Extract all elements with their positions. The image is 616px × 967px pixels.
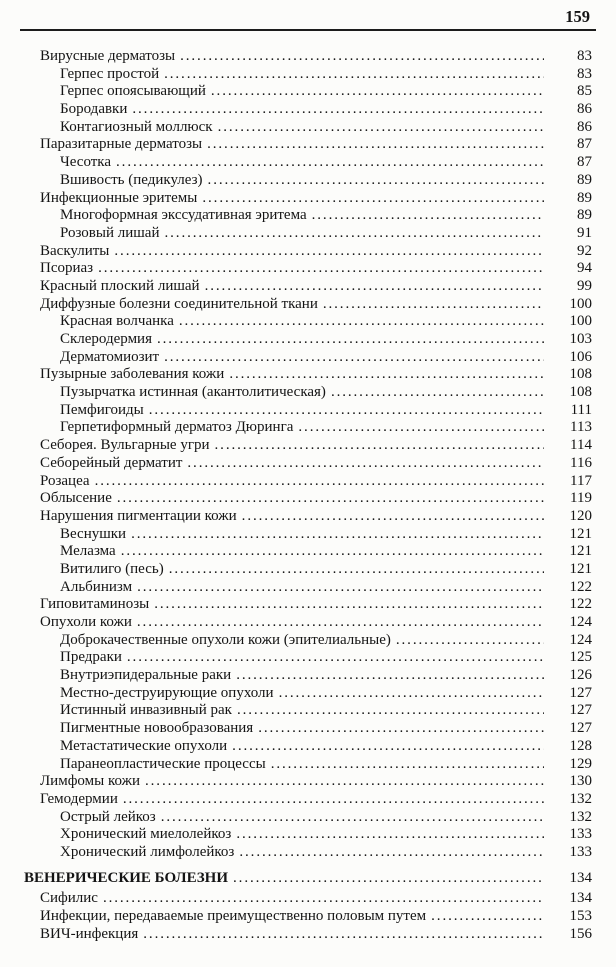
toc-entry xyxy=(24,296,592,314)
toc-entry-title: Контагиозный моллюск xyxy=(60,118,213,135)
toc-entry xyxy=(24,402,592,420)
toc-entry-title: Пемфигоиды xyxy=(60,401,144,418)
toc-entry-page: 85 xyxy=(577,83,592,100)
toc-entry-title: Витилиго (песь) xyxy=(60,560,164,577)
toc-entry-title: Герпетиформный дерматоз Дюринга xyxy=(60,419,294,436)
dot-leader xyxy=(98,260,544,278)
toc-entry-title: Внутриэпидеральные раки xyxy=(60,667,232,684)
toc-entry-page: 132 xyxy=(569,808,592,825)
toc-entry xyxy=(24,260,592,278)
toc-entry-page: 114 xyxy=(570,437,592,454)
toc-entry xyxy=(24,614,592,632)
toc-entry xyxy=(24,243,592,261)
toc-entry xyxy=(24,419,592,437)
dot-leader xyxy=(179,313,544,331)
toc-entry-title: Розацеа xyxy=(40,472,90,489)
dot-leader xyxy=(137,614,544,632)
toc-entry xyxy=(24,225,592,243)
dot-leader xyxy=(95,473,544,491)
toc-entry-title: Васкулиты xyxy=(40,242,110,259)
toc-entry-page: 89 xyxy=(577,207,592,224)
toc-entry xyxy=(24,561,592,579)
dot-leader xyxy=(103,890,544,908)
toc-entry-page: 99 xyxy=(577,277,592,294)
toc-entry-title: Острый лейкоз xyxy=(60,808,156,825)
toc-entry-page: 122 xyxy=(569,578,592,595)
toc-entry xyxy=(24,437,592,455)
dot-leader xyxy=(237,702,544,720)
dot-leader xyxy=(298,419,544,437)
toc-entry-page: 153 xyxy=(569,908,592,924)
dot-leader xyxy=(143,926,544,944)
toc-entry xyxy=(24,83,592,101)
toc-entry xyxy=(24,908,592,926)
toc-entry-title: Опухоли кожи xyxy=(40,614,132,630)
toc-entry-title: Вшивость (педикулез) xyxy=(60,171,203,188)
toc-entry-page: 94 xyxy=(577,260,592,277)
dot-leader xyxy=(131,526,544,544)
toc-entry xyxy=(24,207,592,225)
dot-leader xyxy=(323,296,544,314)
toc-entry-page: 87 xyxy=(577,154,592,171)
toc-entry xyxy=(24,890,592,908)
toc-entry-title: ВИЧ-инфекция xyxy=(40,925,139,942)
toc-entry-title: Нарушения пигментации кожи xyxy=(40,507,237,524)
toc-entry xyxy=(24,844,592,862)
toc-entry-title: Гиповитаминозы xyxy=(40,596,150,613)
toc-entry-page: 156 xyxy=(569,925,592,942)
dot-leader xyxy=(239,844,544,862)
page-number: 159 xyxy=(565,7,590,26)
toc-entry xyxy=(24,313,592,331)
toc-entry-page: 87 xyxy=(577,136,592,153)
toc-entry-title: Розовый лишай xyxy=(60,224,160,241)
toc-entry xyxy=(24,596,592,614)
toc-entry-page: 116 xyxy=(570,454,592,471)
toc-entry xyxy=(24,926,592,944)
dot-leader xyxy=(137,579,544,597)
dot-leader xyxy=(215,437,544,455)
dot-leader xyxy=(202,190,544,208)
toc-entry-page: 127 xyxy=(569,684,592,701)
toc-entry-title: Склеродермия xyxy=(60,331,152,347)
toc-entry-title: Себорея. Вульгарные угри xyxy=(40,437,210,454)
toc-entry-page: 133 xyxy=(569,826,592,843)
toc-entry-page: 106 xyxy=(569,348,592,365)
toc-entry xyxy=(24,870,592,888)
toc-entry-page: 83 xyxy=(577,65,592,82)
toc-entry-title: Многоформная экссудативная эритема xyxy=(60,207,307,224)
toc-entry-title: Сифилис xyxy=(40,890,98,907)
toc-entry-title: Инфекционные эритемы xyxy=(40,189,198,206)
toc-entry-page: 111 xyxy=(570,401,592,418)
toc-entry-title: Альбинизм xyxy=(60,578,133,595)
toc-entry xyxy=(24,702,592,720)
dot-leader xyxy=(271,756,544,774)
dot-leader xyxy=(116,154,544,172)
dot-leader xyxy=(236,826,544,844)
toc-entry-page: 89 xyxy=(577,171,592,188)
toc-entry-title: Мелазма xyxy=(60,543,116,560)
toc-entry xyxy=(24,101,592,119)
toc-entry-page: 108 xyxy=(569,366,592,383)
dot-leader xyxy=(232,738,544,756)
toc-entry-title: Метастатические опухоли xyxy=(60,737,228,754)
toc-entry xyxy=(24,349,592,367)
toc-entry-page: 128 xyxy=(569,737,592,754)
toc-entry xyxy=(24,119,592,137)
toc-entry xyxy=(24,473,592,491)
toc-entry-title: ВЕНЕРИЧЕСКИЕ БОЛЕЗНИ xyxy=(24,869,229,886)
dot-leader xyxy=(180,48,544,66)
toc-entry-page: 126 xyxy=(569,667,592,684)
toc-entry-title: Бородавки xyxy=(60,101,128,118)
dot-leader xyxy=(396,632,544,650)
toc-entry-title: Себорейный дерматит xyxy=(40,454,183,471)
toc-entry-page: 130 xyxy=(569,773,592,790)
toc-entry xyxy=(24,667,592,685)
toc-entry-page: 92 xyxy=(577,242,592,259)
dot-leader xyxy=(164,66,544,84)
toc-entry-page: 134 xyxy=(569,869,592,886)
toc-entry-page: 100 xyxy=(569,295,592,312)
toc-entry-title: Паразитарные дерматозы xyxy=(40,136,203,153)
dot-leader xyxy=(154,596,544,614)
toc-entry-title: Герпес опоясывающий xyxy=(60,83,206,100)
toc-entry-title: Истинный инвазивный рак xyxy=(60,702,232,719)
toc-entry xyxy=(24,508,592,526)
toc-entry xyxy=(24,649,592,667)
dot-leader xyxy=(207,136,544,154)
toc-entry-page: 124 xyxy=(569,631,592,648)
dot-leader xyxy=(165,225,545,243)
dot-leader xyxy=(233,870,544,888)
toc-entry-title: Пигментные новообразования xyxy=(60,720,254,737)
dot-leader xyxy=(236,667,544,685)
dot-leader xyxy=(164,349,544,367)
toc-entry xyxy=(24,809,592,827)
toc-entry-page: 122 xyxy=(569,596,592,613)
toc-entry-page: 129 xyxy=(569,755,592,772)
toc-entry-page: 120 xyxy=(569,507,592,524)
toc-entry xyxy=(24,490,592,508)
dot-leader xyxy=(117,490,544,508)
toc-entry-page: 121 xyxy=(569,543,592,560)
dot-leader xyxy=(161,809,544,827)
toc-entry-page: 113 xyxy=(570,419,592,436)
toc-entry xyxy=(24,278,592,296)
toc-entry-page: 83 xyxy=(577,48,592,64)
dot-leader xyxy=(211,83,544,101)
toc-entry-page: 117 xyxy=(570,472,592,489)
toc-entry xyxy=(24,773,592,791)
toc-entry xyxy=(24,738,592,756)
toc-entry xyxy=(24,66,592,84)
toc-entry-title: Пузырчатка истинная (акантолитическая) xyxy=(60,384,326,401)
toc-entry-title: Предраки xyxy=(60,649,122,666)
toc-entry-page: 86 xyxy=(577,118,592,135)
toc-entry-title: Красный плоский лишай xyxy=(40,277,200,294)
toc-entry-title: Дерматомиозит xyxy=(60,348,160,365)
toc-entry xyxy=(24,756,592,774)
toc-entry-title: Диффузные болезни соединительной ткани xyxy=(40,295,318,312)
toc-entry xyxy=(24,791,592,809)
toc-entry-page: 127 xyxy=(569,702,592,719)
toc-entry-title: Герпес простой xyxy=(60,65,160,82)
toc-entry-title: Местно-деструирующие опухоли xyxy=(60,684,274,701)
dot-leader xyxy=(169,561,544,579)
toc-entry xyxy=(24,154,592,172)
toc-entry-page: 134 xyxy=(569,890,592,907)
toc-entry xyxy=(24,720,592,738)
dot-leader xyxy=(149,402,544,420)
dot-leader xyxy=(114,243,544,261)
toc-entry-page: 91 xyxy=(577,224,592,241)
dot-leader xyxy=(218,119,544,137)
dot-leader xyxy=(205,278,544,296)
toc-list xyxy=(24,48,592,943)
dot-leader xyxy=(132,101,544,119)
toc-entry xyxy=(24,136,592,154)
dot-leader xyxy=(279,685,544,703)
dot-leader xyxy=(208,172,544,190)
toc-entry-page: 132 xyxy=(569,790,592,807)
toc-entry-title: Гемодермии xyxy=(40,790,118,807)
dot-leader xyxy=(312,207,544,225)
toc-entry-page: 103 xyxy=(569,331,592,347)
toc-entry-title: Вирусные дерматозы xyxy=(40,48,176,64)
toc-entry-title: Лимфомы кожи xyxy=(40,773,140,790)
toc-entry xyxy=(24,455,592,473)
toc-entry-page: 108 xyxy=(569,384,592,401)
toc-entry-page: 125 xyxy=(569,649,592,666)
toc-entry xyxy=(24,543,592,561)
header-rule xyxy=(20,29,596,31)
toc-entry-page: 124 xyxy=(569,614,592,630)
dot-leader xyxy=(229,366,544,384)
toc-entry xyxy=(24,331,592,349)
toc-entry xyxy=(24,826,592,844)
toc-entry-title: Красная волчанка xyxy=(60,313,174,330)
toc-entry-title: Облысение xyxy=(40,490,112,507)
toc-entry xyxy=(24,384,592,402)
dot-leader xyxy=(127,649,544,667)
toc-entry-title: Чесотка xyxy=(60,154,112,171)
toc-entry-title: Хронический миелолейкоз xyxy=(60,826,232,843)
toc-entry-page: 121 xyxy=(569,560,592,577)
toc-entry-page: 89 xyxy=(577,189,592,206)
dot-leader xyxy=(187,455,544,473)
toc-entry-title: Веснушки xyxy=(60,525,127,542)
toc-entry-title: Хронический лимфолейкоз xyxy=(60,843,235,860)
toc-entry-page: 121 xyxy=(569,525,592,542)
toc-entry xyxy=(24,579,592,597)
dot-leader xyxy=(331,384,544,402)
toc-entry xyxy=(24,632,592,650)
toc-entry-title: Доброкачественные опухоли кожи (эпителиальные) xyxy=(60,631,391,648)
toc-entry-page: 127 xyxy=(569,720,592,737)
toc-entry-page: 119 xyxy=(570,490,592,507)
toc-entry xyxy=(24,526,592,544)
toc-entry-title: Паранеопластические процессы xyxy=(60,755,266,772)
dot-leader xyxy=(258,720,544,738)
toc-entry xyxy=(24,366,592,384)
toc-entry-title: Инфекции, передаваемые преимущественно половым путем xyxy=(40,908,427,924)
toc-entry xyxy=(24,190,592,208)
dot-leader xyxy=(121,543,544,561)
toc-entry-page: 100 xyxy=(569,313,592,330)
dot-leader xyxy=(157,331,544,349)
dot-leader xyxy=(242,508,544,526)
toc-entry-page: 86 xyxy=(577,101,592,118)
dot-leader xyxy=(123,791,544,809)
toc-entry xyxy=(24,172,592,190)
toc-entry-page: 133 xyxy=(569,843,592,860)
toc-entry xyxy=(24,48,592,66)
page-header xyxy=(24,8,592,29)
toc-entry-title: Псориаз xyxy=(40,260,94,277)
dot-leader xyxy=(145,773,544,791)
toc-entry xyxy=(24,685,592,703)
dot-leader xyxy=(431,908,544,926)
toc-entry-title: Пузырные заболевания кожи xyxy=(40,366,225,383)
